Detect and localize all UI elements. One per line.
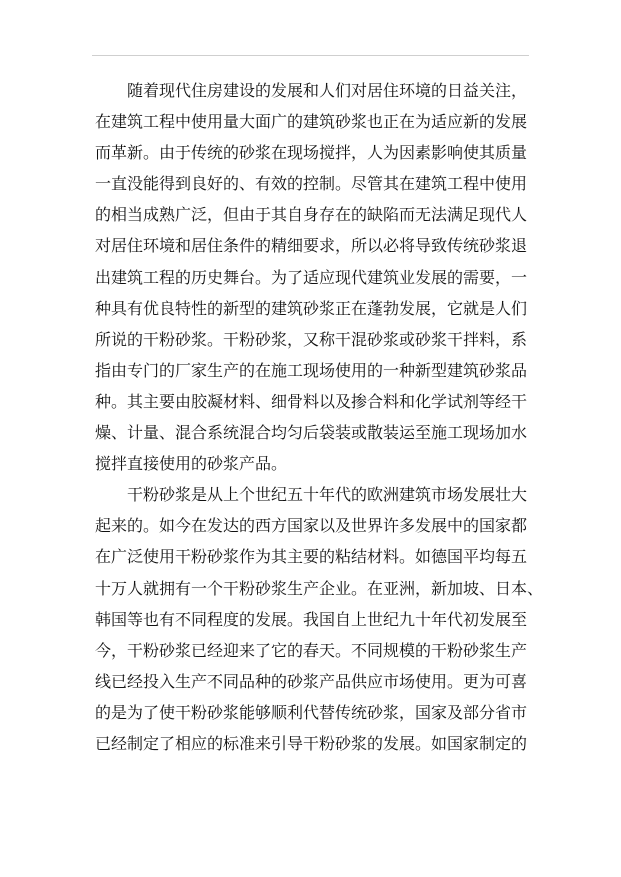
text-line: 线已经投入生产不同品种的砂浆产品供应市场使用。更为可喜 (95, 671, 528, 691)
text-line: 在建筑工程中使用量大面广的建筑砂浆也正在为适应新的发展 (95, 112, 528, 132)
text-line: 随着现代住房建设的发展和人们对居住环境的日益关注， (127, 81, 528, 100)
text-line: 一直没能得到良好的、有效的控制。尽管其在建筑工程中使用 (95, 174, 528, 194)
text-line: 所说的干粉砂浆。干粉砂浆，又称干混砂浆或砂浆干拌料，系 (95, 329, 528, 349)
text-line: 已经制定了相应的标准来引导干粉砂浆的发展。如国家制定的 (95, 733, 528, 753)
text-line: 的相当成熟广泛，但由于其自身存在的缺陷而无法满足现代人 (95, 205, 528, 225)
text-line: 今，干粉砂浆已经迎来了它的春天。不同规模的干粉砂浆生产 (95, 640, 528, 660)
paragraph-1 (95, 75, 528, 479)
text-line: 十万人就拥有一个干粉砂浆生产企业。在亚洲，新加坡、日本、 (95, 578, 544, 598)
text-line: 种。其主要由胶凝材料、细骨料以及掺合料和化学试剂等经干 (95, 391, 528, 411)
text-line: 出建筑工程的历史舞台。为了适应现代建筑业发展的需要，一 (95, 267, 528, 287)
text-line: 韩国等也有不同程度的发展。我国自上世纪九十年代初发展至 (95, 609, 528, 629)
body-text (95, 75, 544, 759)
text-line: 起来的。如今在发达的西方国家以及世界许多发展中的国家都 (95, 516, 528, 536)
text-line: 指由专门的厂家生产的在施工现场使用的一种新型建筑砂浆品 (95, 360, 528, 380)
text-line: 燥、计量、混合系统混合均匀后袋装或散装运至施工现场加水 (95, 423, 528, 443)
text-line: 干粉砂浆是从上个世纪五十年代的欧洲建筑市场发展壮大 (127, 485, 528, 505)
text-line: 对居住环境和居住条件的精细要求，所以必将导致传统砂浆退 (95, 236, 528, 256)
text-line: 种具有优良特性的新型的建筑砂浆正在蓬勃发展，它就是人们 (95, 298, 528, 318)
text-line: 在广泛使用干粉砂浆作为其主要的粘结材料。如德国平均每五 (95, 547, 528, 567)
text-line: 而革新。由于传统的砂浆在现场搅拌，人为因素影响使其质量 (95, 143, 528, 163)
paragraph-2 (95, 479, 544, 759)
text-line: 的是为了使干粉砂浆能够顺利代替传统砂浆，国家及部分省市 (95, 702, 528, 722)
header-divider (92, 55, 529, 56)
text-line: 搅拌直接使用的砂浆产品。 (95, 454, 288, 474)
